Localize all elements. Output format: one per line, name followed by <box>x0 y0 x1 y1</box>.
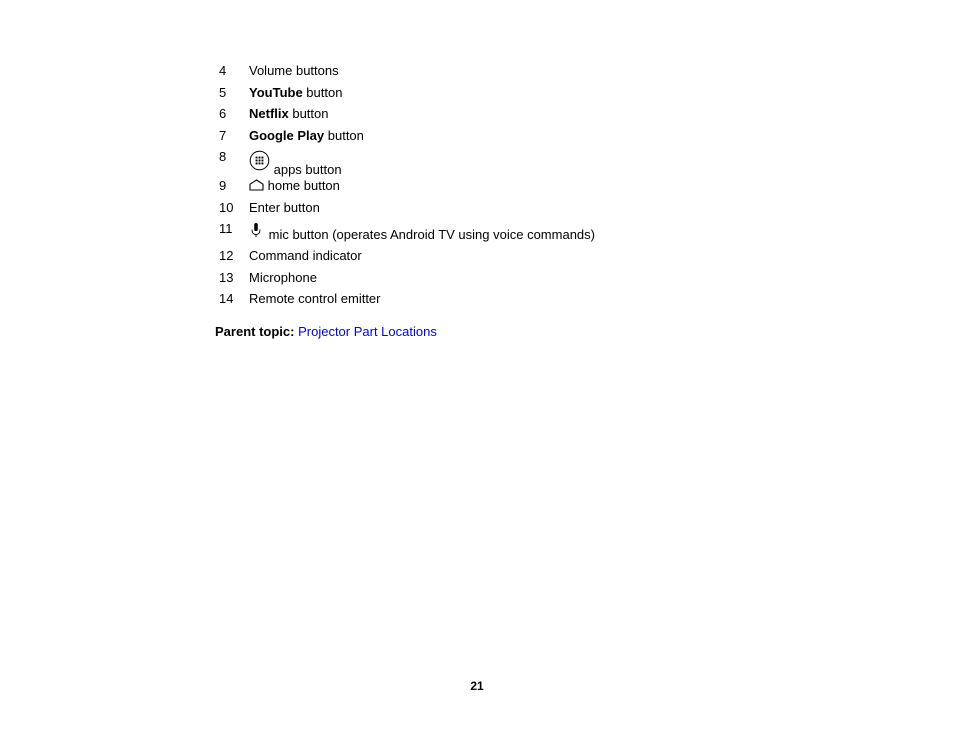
item-description: Netflix button <box>249 106 329 121</box>
item-number: 11 <box>219 221 233 236</box>
item-number: 4 <box>219 63 227 78</box>
item-number: 13 <box>219 270 234 285</box>
item-number: 7 <box>219 128 227 143</box>
item-number: 14 <box>219 291 234 306</box>
item-description: Google Play button <box>249 128 364 143</box>
item-description: YouTube button <box>249 85 343 100</box>
page-number: 21 <box>470 679 484 693</box>
item-description: Remote control emitter <box>249 291 381 306</box>
item-description: Enter button <box>249 200 320 215</box>
item-number: 10 <box>219 200 234 215</box>
item-description: home button <box>249 177 340 196</box>
item-description: Microphone <box>249 270 317 285</box>
parent-topic-label: Parent topic: <box>215 324 295 339</box>
parent-topic <box>215 323 437 341</box>
item-description: apps button <box>249 150 342 180</box>
item-number: 12 <box>219 248 234 263</box>
item-description: mic button (operates Android TV using voice commands) <box>249 220 595 244</box>
apps-icon <box>249 150 270 180</box>
item-description: Volume buttons <box>249 63 339 78</box>
item-number: 6 <box>219 106 227 121</box>
item-number: 8 <box>219 149 227 164</box>
home-icon <box>249 178 264 196</box>
parent-topic-link[interactable]: Projector Part Locations <box>298 324 437 339</box>
mic-icon <box>249 222 265 244</box>
item-number: 9 <box>219 178 227 193</box>
item-number: 5 <box>219 85 227 100</box>
item-description: Command indicator <box>249 248 362 263</box>
